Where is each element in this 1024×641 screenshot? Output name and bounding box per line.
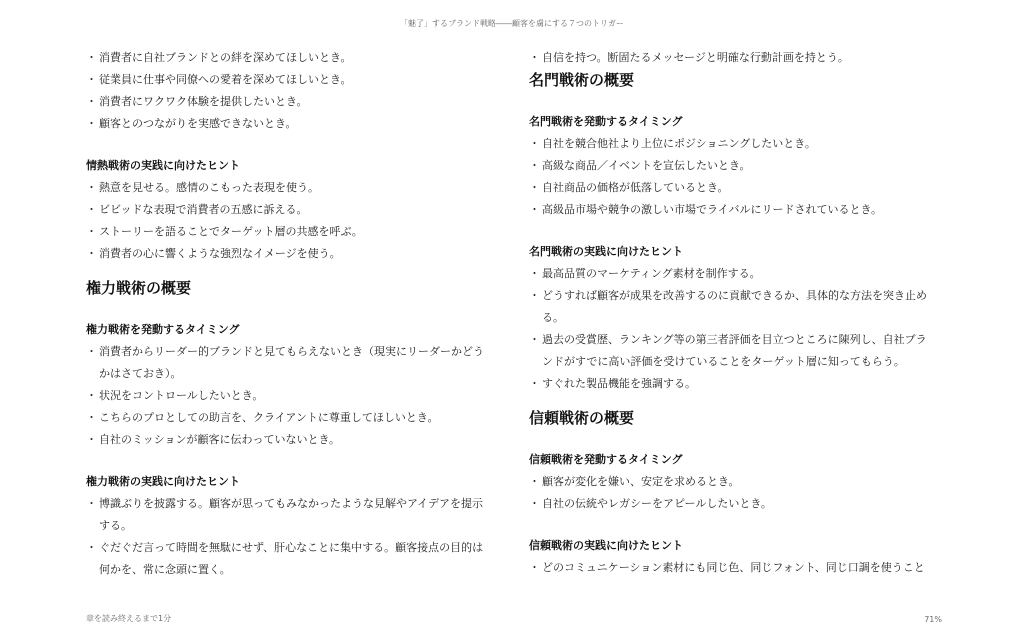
subheading-prestige-hints: 名門戦術の実践に向けたヒント: [529, 245, 683, 258]
right-column: [529, 47, 949, 579]
list-item: ・ すぐれた製品機能を強調する。: [529, 373, 949, 395]
section-title-trust: 信頼戦術の概要: [529, 409, 635, 427]
list-item: ・ 消費者からリーダー的ブランドと見てもらえないとき（現実にリーダーかどう: [86, 341, 506, 363]
list-item: ・ 自社の伝統やレガシーをアピールしたいとき。: [529, 493, 949, 515]
subheading-trust-hints: 信頼戦術の実践に向けたヒント: [529, 539, 683, 552]
subheading-prestige-timing: 名門戦術を発動するタイミング: [529, 115, 683, 128]
subheading-passion-hints: 情熱戦術の実践に向けたヒント: [86, 159, 240, 172]
list-item-continuation: かはさておき）。: [99, 367, 182, 380]
list-item: ・ 高級な商品／イベントを宣伝したいとき。: [529, 155, 949, 177]
left-column: [86, 47, 506, 581]
list-item: ・ こちらのプロとしての助言を、クライアントに尊重してほしいとき。: [86, 407, 506, 429]
list-item: ・ 顧客が変化を嫌い、安定を求めるとき。: [529, 471, 949, 493]
reading-progress: 71%: [924, 615, 942, 624]
section-title-prestige: 名門戦術の概要: [529, 71, 635, 89]
list-item: ・ 高級品市場や競争の激しい市場でライバルにリードされているとき。: [529, 199, 949, 221]
list-item: ・ 消費者の心に響くような強烈なイメージを使う。: [86, 243, 506, 265]
section-title-power: 権力戦術の概要: [86, 279, 192, 297]
list-item-continuation: 何かを、常に念頭に置く。: [99, 563, 231, 576]
list-item: ・ 自社のミッションが顧客に伝わっていないとき。: [86, 429, 506, 451]
list-item: ・ 自信を持つ。断固たるメッセージと明確な行動計画を持とう。: [529, 47, 949, 69]
list-item: ・ 熱意を見せる。感情のこもった表現を使う。: [86, 177, 506, 199]
list-item: ・ 最高品質のマーケティング素材を制作する。: [529, 263, 949, 285]
list-item: ・ どのコミュニケーション素材にも同じ色、同じフォント、同じ口調を使うこと: [529, 557, 949, 579]
list-item: ・ 顧客とのつながりを実感できないとき。: [86, 113, 506, 135]
list-item: ・ 博識ぶりを披露する。顧客が思ってもみなかったような見解やアイデアを提示: [86, 493, 506, 515]
list-item-continuation: ンドがすでに高い評価を受けていることをターゲット層に知ってもらう。: [542, 355, 905, 368]
subheading-power-hints: 権力戦術の実践に向けたヒント: [86, 475, 240, 488]
list-item: ・ 自社を競合他社より上位にポジショニングしたいとき。: [529, 133, 949, 155]
list-item: ・ ストーリーを語ることでターゲット層の共感を呼ぶ。: [86, 221, 506, 243]
list-item-continuation: する。: [99, 519, 132, 532]
list-item: ・ どうすれば顧客が成果を改善するのに貢献できるか、具体的な方法を突き止め: [529, 285, 949, 307]
list-item: ・ 消費者にワクワク体験を提供したいとき。: [86, 91, 506, 113]
book-title-header: 「魅了」するブランド戦略――顧客を虜にする７つのトリガー: [400, 19, 624, 28]
list-item: ・ ぐだぐだ言って時間を無駄にせず、肝心なことに集中する。顧客接点の目的は: [86, 537, 506, 559]
list-item: ・ ビビッドな表現で消費者の五感に訴える。: [86, 199, 506, 221]
list-item: ・ 従業員に仕事や同僚への愛着を深めてほしいとき。: [86, 69, 506, 91]
list-item: ・ 状況をコントロールしたいとき。: [86, 385, 506, 407]
list-item-continuation: る。: [542, 311, 564, 324]
subheading-power-timing: 権力戦術を発動するタイミング: [86, 323, 240, 336]
list-item: ・ 過去の受賞歴、ランキング等の第三者評価を目立つところに陳列し、自社ブラ: [529, 329, 949, 351]
list-item: ・ 消費者に自社ブランドとの絆を深めてほしいとき。: [86, 47, 506, 69]
list-item: ・ 自社商品の価格が低落しているとき。: [529, 177, 949, 199]
chapter-time-remaining: 章を読み終えるまで1分: [86, 614, 172, 623]
subheading-trust-timing: 信頼戦術を発動するタイミング: [529, 453, 683, 466]
